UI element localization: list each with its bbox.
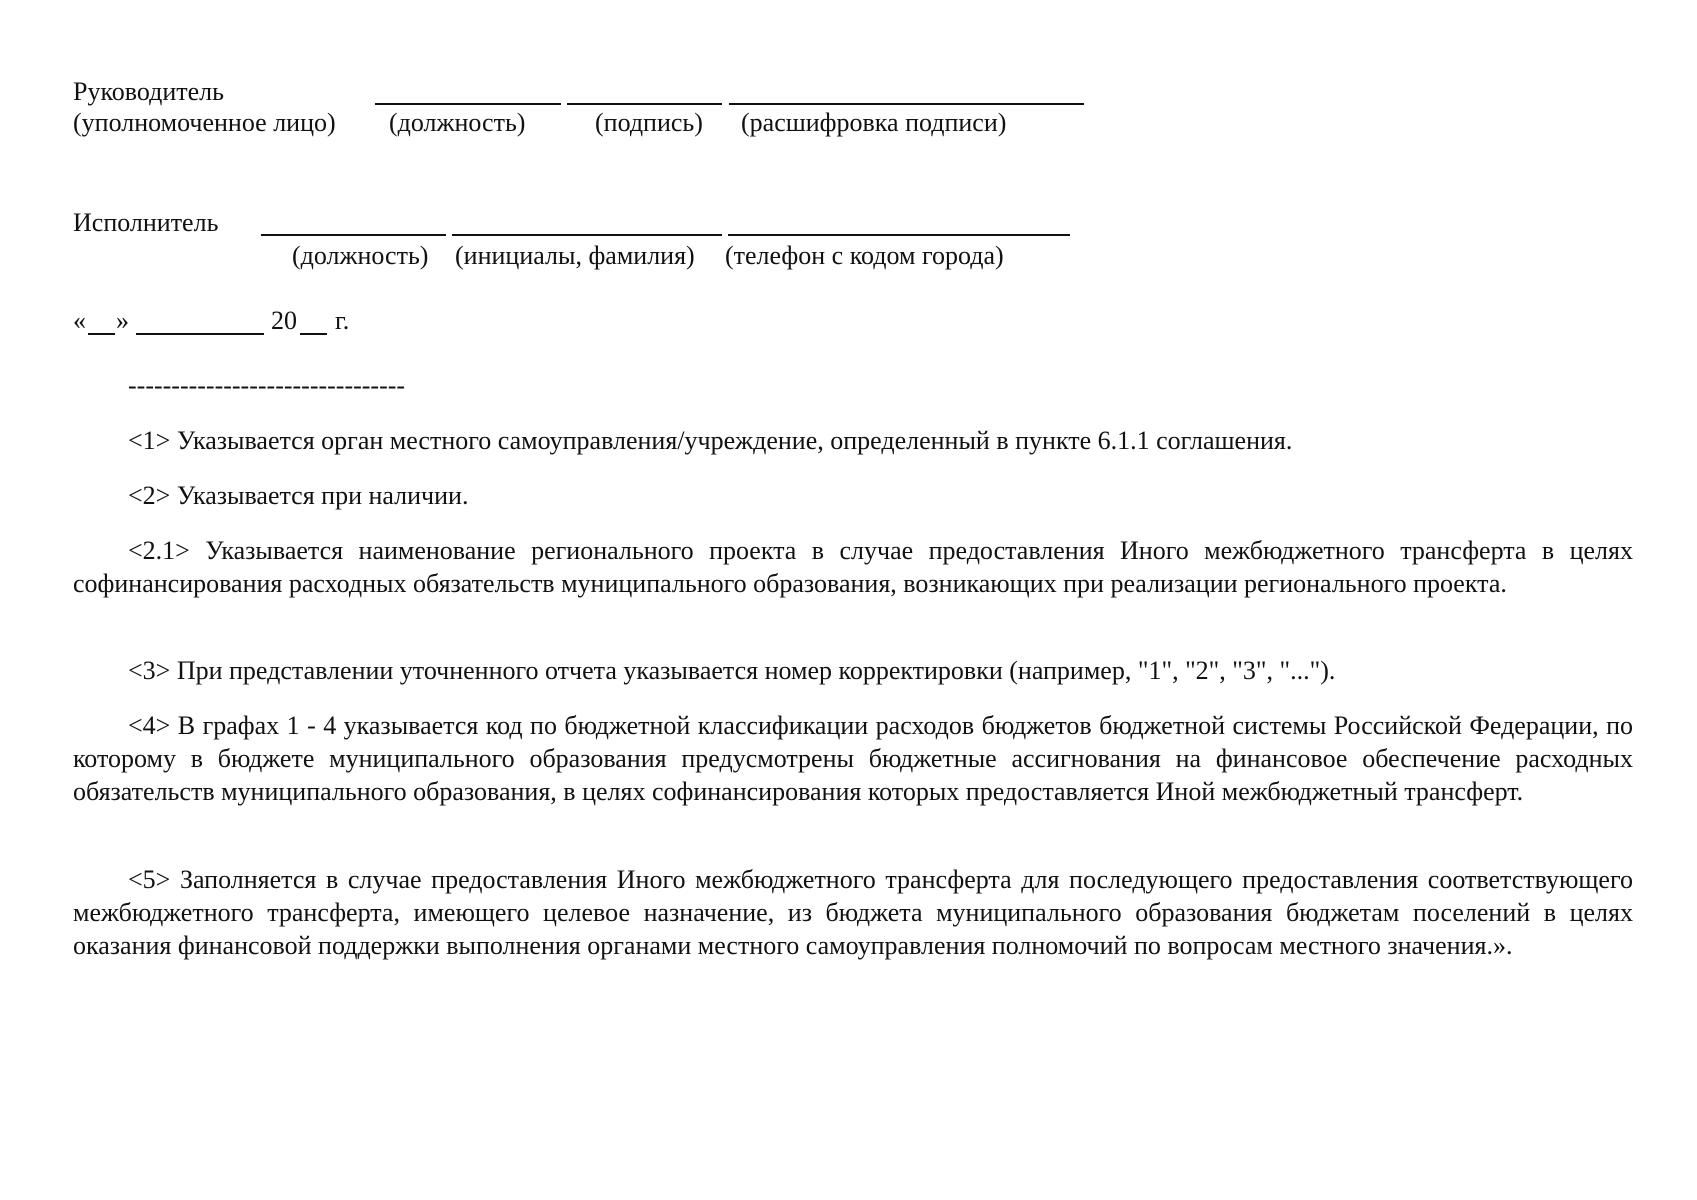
head-sublabel: (уполномоченное лицо) [73,108,336,137]
head-position-line [375,103,561,105]
date-year-prefix: 20 [271,306,297,335]
head-decoding-line [729,103,1084,105]
date-month-blank [136,333,264,335]
head-signature-line [567,103,722,105]
head-signature-caption: (подпись) [595,108,703,137]
head-decoding-caption: (расшифровка подписи) [741,108,1007,137]
date-year-blank [300,333,327,335]
date-day-blank [88,333,115,335]
executor-phone-caption: (телефон с кодом города) [725,241,1004,270]
executor-label: Исполнитель [73,208,219,237]
executor-position-caption: (должность) [292,241,429,270]
head-label: Руководитель [73,77,224,106]
head-position-caption: (должность) [389,108,526,137]
footnote-5: <5> Заполняется в случае предоставления Иного межбюджетного трансферта для последующего предоставления соответствующего межбюджетного трансферта, имеющего целевое назначение, из бюджета муниципального образования бюджетам поселений в целях оказания финансовой поддержки выполнения органами местного самоуправления полномочий по вопросам местного значения.». [73,865,1633,960]
footnote-1: <1> Указывается орган местного самоуправления/учреждение, определенный в пункте 6.1.1 соглашения. [128,426,1293,455]
footnote-separator: -------------------------------- [128,371,406,400]
date-close-quote: » [116,306,129,335]
footnote-3: <3> При представлении уточненного отчета указывается номер корректировки (например, "1", "2", "3", "..."). [128,656,1336,685]
executor-phone-line [728,234,1070,236]
footnote-2-1: <2.1> Указывается наименование регионального проекта в случае предоставления Иного межбюджетного трансферта в целях софинансирования расходных обязательств муниципального образования, возникающих при реализации регионального проекта. [73,536,1633,598]
date-year-suffix: г. [335,306,350,335]
executor-name-line [452,234,722,236]
footnote-4: <4> В графах 1 - 4 указывается код по бюджетной классификации расходов бюджетов бюджетной системы Российской Федерации, по которому в бюджете муниципального образования предусмотрены бюджетные ассигнования на финансовое обеспечение расходных обязательств муниципального образования, в целях софинансирования которых предоставляется Иной межбюджетный трансферт. [73,711,1633,806]
footnote-2: <2> Указывается при наличии. [128,481,469,510]
executor-name-caption: (инициалы, фамилия) [455,241,695,270]
date-open-quote: « [73,306,86,335]
executor-position-line [261,234,446,236]
